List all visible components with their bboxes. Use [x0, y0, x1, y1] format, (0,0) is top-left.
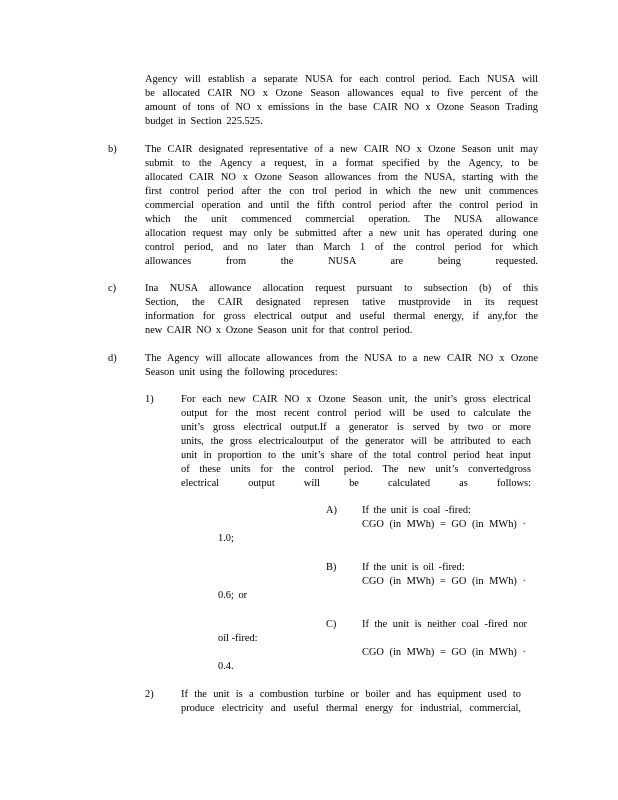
text-line: amount of tons of NO x emissions in the base CAIR NO x Ozone Season Trading	[145, 102, 538, 113]
case-b-label: B)	[326, 562, 337, 573]
case-b-factor: 0.6; or	[218, 590, 248, 601]
text-line: produce electricity and useful thermal energy for industrial, commercial,	[181, 703, 521, 714]
text-line: electrical output will be calculated as follows:	[181, 478, 531, 489]
text-line: The CAIR designated representative of a new CAIR NO x Ozone Season unit may	[145, 144, 538, 155]
text-line: The Agency will allocate allowances from the NUSA to a new CAIR NO x Ozone	[145, 353, 538, 364]
case-b-condition: If the unit is oil -fired:	[362, 562, 465, 573]
text-line: of these units for the control period. The new unit’s convertedgross	[181, 464, 531, 475]
text-line: If the unit is a combustion turbine or boiler and has equipment used to	[181, 689, 521, 700]
text-line: unit’s gross electrical output.If a generator is served by two or more	[181, 422, 531, 433]
subsection-c-paragraph	[145, 282, 538, 338]
text-line: units, the gross electricaloutput of the generator will be attributed to each	[181, 436, 531, 447]
text-line: be allocated CAIR NO x Ozone Season allowances equal to five percent of the	[145, 88, 538, 99]
case-c-condition-cont: oil -fired:	[218, 633, 258, 644]
case-c-label: C)	[326, 619, 337, 630]
text-line: information for gross electrical output and useful thermal energy, if any,for the	[145, 311, 538, 322]
text-line: Season unit using the following procedures:	[145, 367, 338, 378]
subsection-b-label: b)	[108, 144, 117, 155]
subsection-d-label: d)	[108, 353, 117, 364]
case-a-formula: CGO (in MWh) = GO (in MWh) ·	[362, 519, 526, 530]
subsection-c-label: c)	[108, 283, 117, 294]
case-a-factor: 1.0;	[218, 533, 234, 544]
subsection-b-paragraph	[145, 143, 538, 297]
item-2-label: 2)	[145, 689, 154, 700]
item-1-paragraph	[181, 393, 531, 505]
item-2-paragraph	[181, 688, 521, 716]
text-line: budget in Section 225.525.	[145, 116, 263, 127]
intro-paragraph	[145, 73, 538, 129]
case-b-formula: CGO (in MWh) = GO (in MWh) ·	[362, 576, 526, 587]
case-c-condition: If the unit is neither coal -fired nor	[362, 619, 527, 630]
text-line: Section, the CAIR designated represen tative mustprovide in its request	[145, 297, 538, 308]
text-line: submit to the Agency a request, in a format specified by the Agency, to be	[145, 158, 538, 169]
text-line	[145, 269, 538, 283]
case-a-label: A)	[326, 505, 337, 516]
case-c-factor: 0.4.	[218, 661, 234, 672]
item-1-label: 1)	[145, 394, 154, 405]
case-c-formula: CGO (in MWh) = GO (in MWh) ·	[362, 647, 526, 658]
text-line	[181, 491, 531, 505]
text-line: commercial operation and until the fifth control period after the control period in	[145, 200, 538, 211]
text-line: new CAIR NO x Ozone Season unit for that control period.	[145, 325, 413, 336]
text-line: which the unit commenced commercial operation. The NUSA allowance	[145, 214, 538, 225]
text-line: first control period after the con trol period in which the new unit commences	[145, 186, 538, 197]
text-line: output for the most recent control period will be used to calculate the	[181, 408, 531, 419]
text-line: Ina NUSA allowance allocation request pursuant to subsection (b) of this	[145, 283, 538, 294]
text-line: allocation request may only be submitted after a new unit has operated during one	[145, 228, 538, 239]
text-line: unit in proportion to the unit’s share of the total control period heat input	[181, 450, 531, 461]
subsection-d-paragraph	[145, 352, 538, 380]
text-line: allocated CAIR NO x Ozone Season allowances from the NUSA, starting with the	[145, 172, 538, 183]
text-line: For each new CAIR NO x Ozone Season unit, the unit’s gross electrical	[181, 394, 531, 405]
text-line: control period, and no later than March 1 of the control period for which	[145, 242, 538, 253]
text-line: allowances from the NUSA are being requested.	[145, 256, 538, 267]
text-line: Agency will establish a separate NUSA for each control period. Each NUSA will	[145, 74, 538, 85]
case-a-condition: If the unit is coal -fired:	[362, 505, 471, 516]
